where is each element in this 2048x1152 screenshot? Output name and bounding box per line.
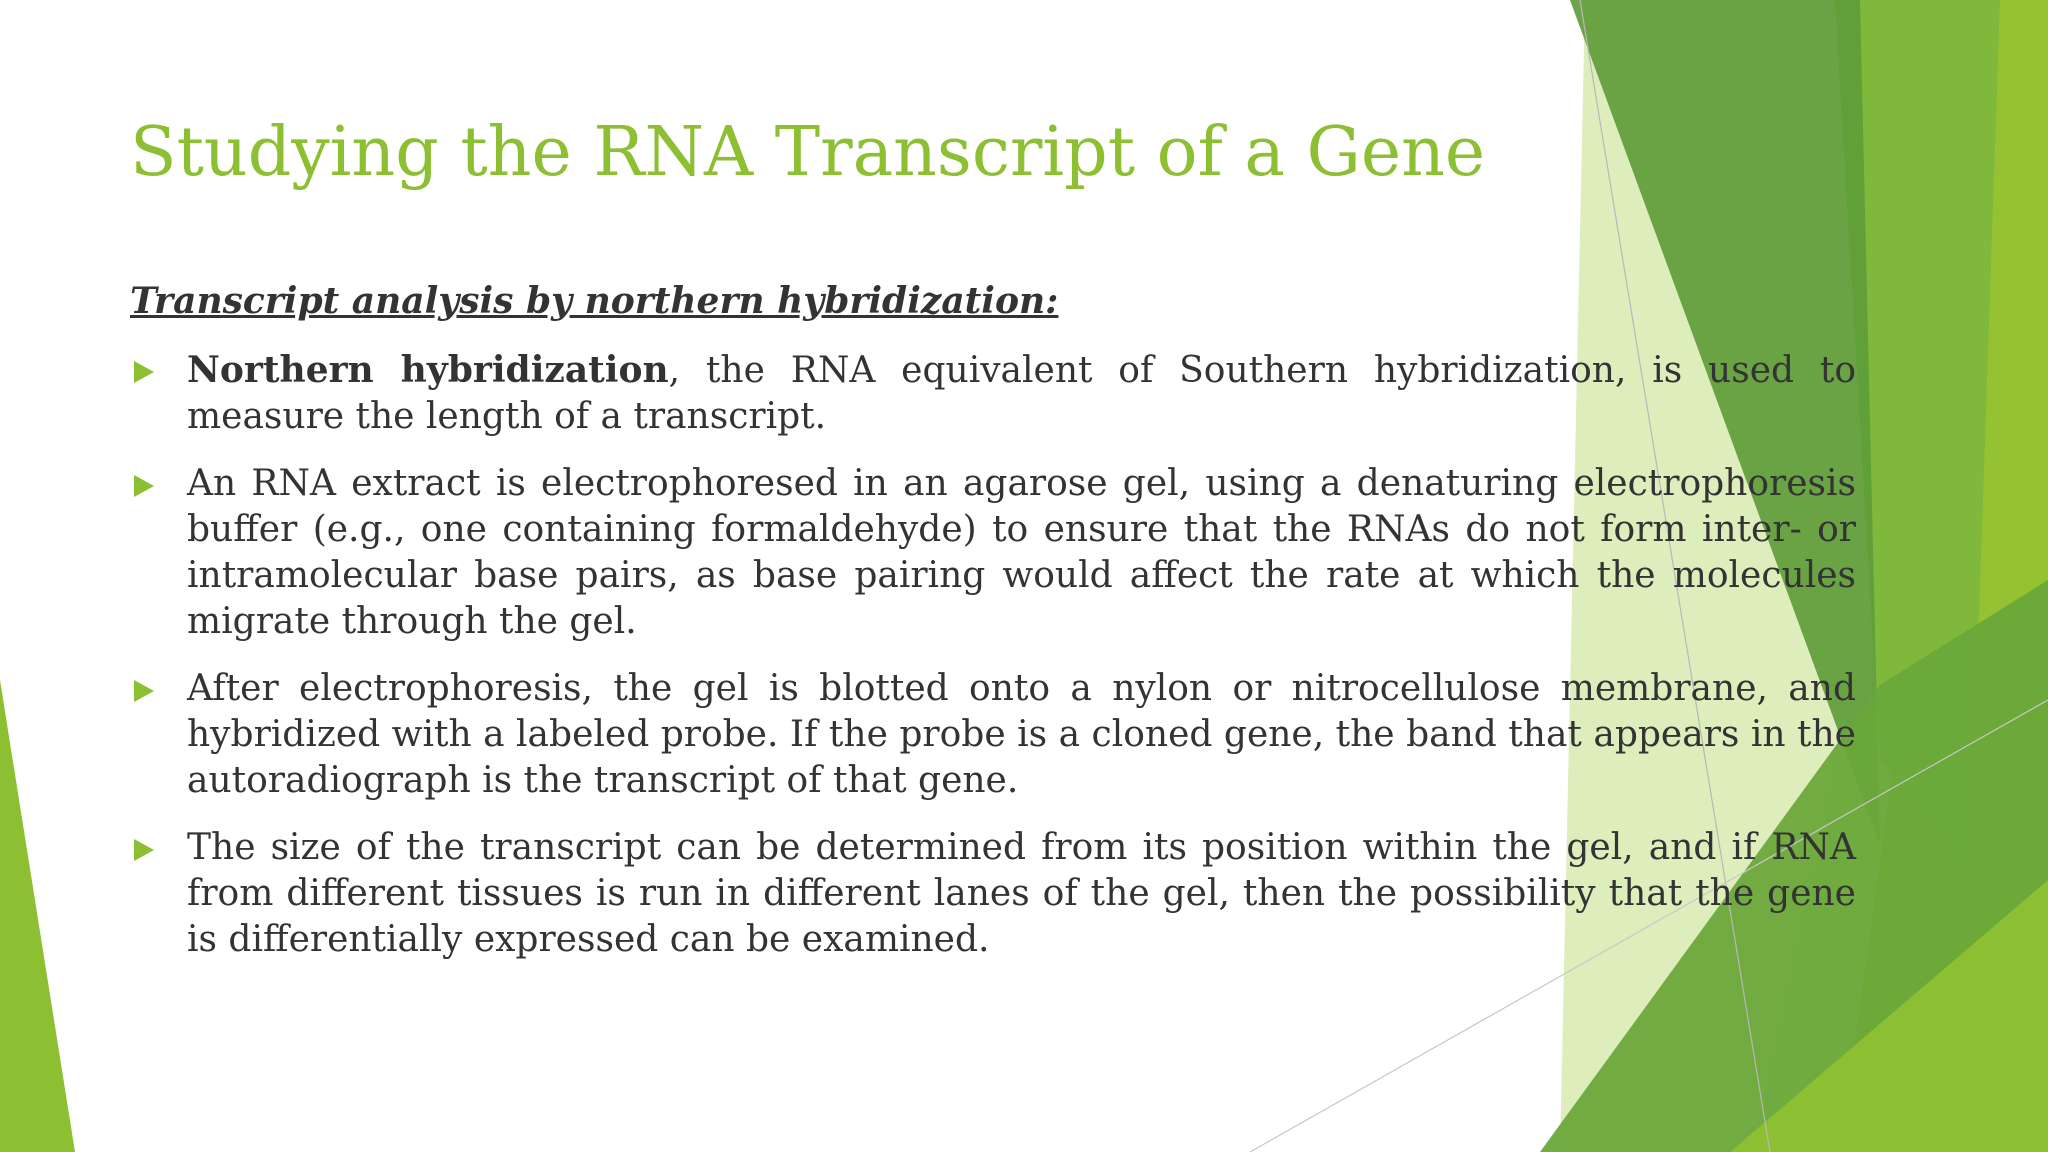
slide-title: Studying the RNA Transcript of a Gene: [130, 113, 1486, 192]
bullet-text: The size of the transcript can be determined from its position within the gel, and if RNA from different tissues is run in different lanes of the gel, then the possibility that the gene is differentially expressed can be examined.: [187, 826, 1856, 960]
bullet-text: After electrophoresis, the gel is blotted onto a nylon or nitrocellulose membrane, and hybridized with a labeled probe. If the probe is a cloned gene, the band that appears in the autoradiograph is the transcript of that gene.: [187, 667, 1856, 801]
section-subheading: Transcript analysis by northern hybridization:: [130, 280, 1059, 322]
slide-body: [130, 278, 1856, 984]
bullet-item: [130, 461, 1856, 645]
bullet-text: An RNA extract is electrophoresed in an agarose gel, using a denaturing electrophoresis buffer (e.g., one containing formaldehyde) to ensure that the RNAs do not form inter- or intramolecular base pairs, as base pairing would affect the rate at which the molecules migrate through the gel.: [187, 462, 1856, 642]
bullet-arrow-icon: [134, 680, 154, 702]
bullet-item: [130, 347, 1856, 440]
bullet-arrow-icon: [134, 475, 154, 497]
bullet-arrow-icon: [134, 361, 154, 383]
bullet-text: , the RNA equivalent of Southern hybridization, is used to measure the length of a transcript.: [187, 349, 1857, 437]
bullet-item: [130, 666, 1856, 804]
bullet-bold-term: Northern hybridization: [187, 348, 669, 391]
bullet-item: [130, 825, 1856, 963]
bullet-list: [130, 347, 1856, 963]
left-accent-shape: [0, 680, 75, 1152]
bullet-arrow-icon: [134, 839, 154, 861]
